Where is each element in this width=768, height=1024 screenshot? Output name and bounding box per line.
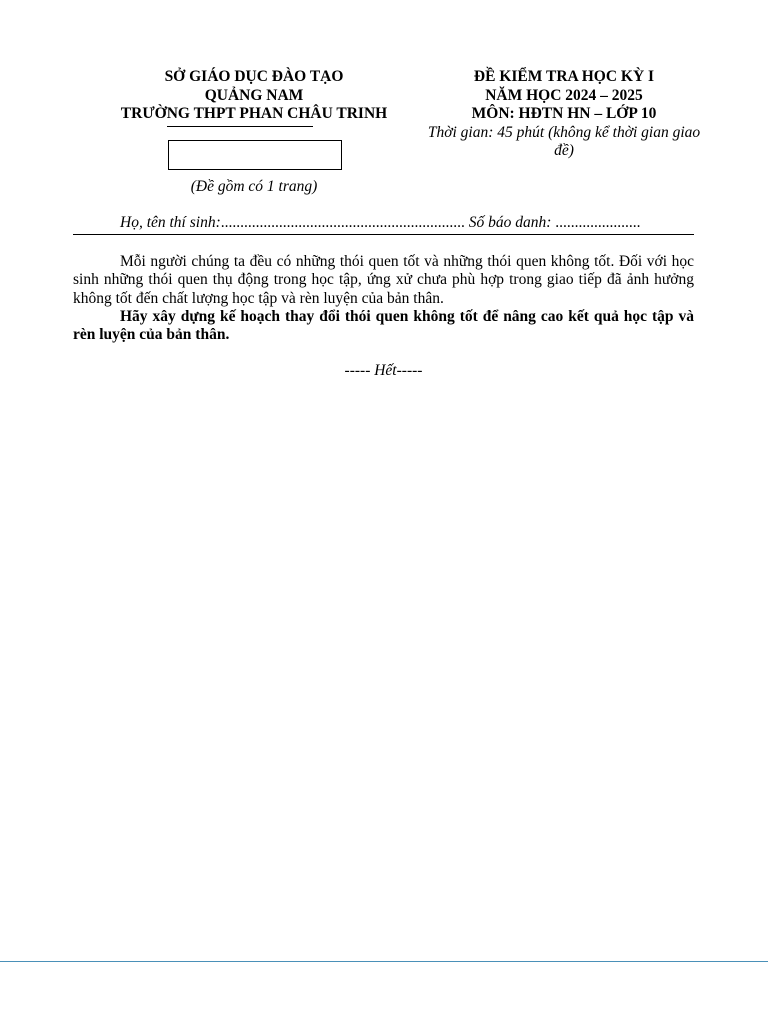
- school-name-underline: [167, 126, 313, 127]
- student-id-blank: ......................: [555, 214, 641, 231]
- exam-question: Hãy xây dựng kế hoạch thay đổi thói quen không tốt để nâng cao kết quả học tập và rèn luyện của bản thân.: [73, 307, 694, 344]
- student-info-line: [120, 214, 641, 232]
- end-dashes-right: -----: [396, 362, 423, 379]
- page-bottom-border: [0, 961, 768, 962]
- page-count-note: (Đề gồm có 1 trang): [190, 178, 318, 195]
- exam-body: [73, 253, 694, 344]
- subject-grade: MÔN: HĐTN HN – LỚP 10: [471, 105, 657, 122]
- school-year: NĂM HỌC 2024 – 2025: [485, 86, 643, 104]
- exam-header: [426, 68, 702, 161]
- end-word: Hết: [374, 362, 397, 379]
- exam-code-box: [168, 140, 342, 170]
- end-marker: [73, 362, 694, 380]
- student-id-label: Số báo danh:: [468, 214, 552, 231]
- student-name-blank: ...............................................................: [220, 214, 465, 231]
- department-header: [104, 68, 404, 124]
- header-divider: [73, 234, 694, 235]
- exam-duration: Thời gian: 45 phút (không kể thời gian giao đề): [427, 123, 701, 159]
- department-name: SỞ GIÁO DỤC ĐÀO TẠO: [164, 68, 344, 85]
- end-dashes-left: -----: [344, 362, 375, 379]
- context-paragraph: Mỗi người chúng ta đều có những thói quen tốt và những thói quen không tốt. Đối với học sinh những thói quen thụ động trong học tập, ứng xử chưa phù hợp trong giao tiếp đã ảnh hưởng không tốt đến chất lượng học tập và rèn luyện của bản thân.: [73, 253, 694, 307]
- student-name-label: Họ, tên thí sinh:: [120, 214, 221, 231]
- province-name: QUẢNG NAM: [204, 86, 304, 104]
- school-name: TRƯỜNG THPT PHAN CHÂU TRINH: [120, 105, 388, 122]
- exam-title: ĐỀ KIỂM TRA HỌC KỲ I: [473, 68, 655, 85]
